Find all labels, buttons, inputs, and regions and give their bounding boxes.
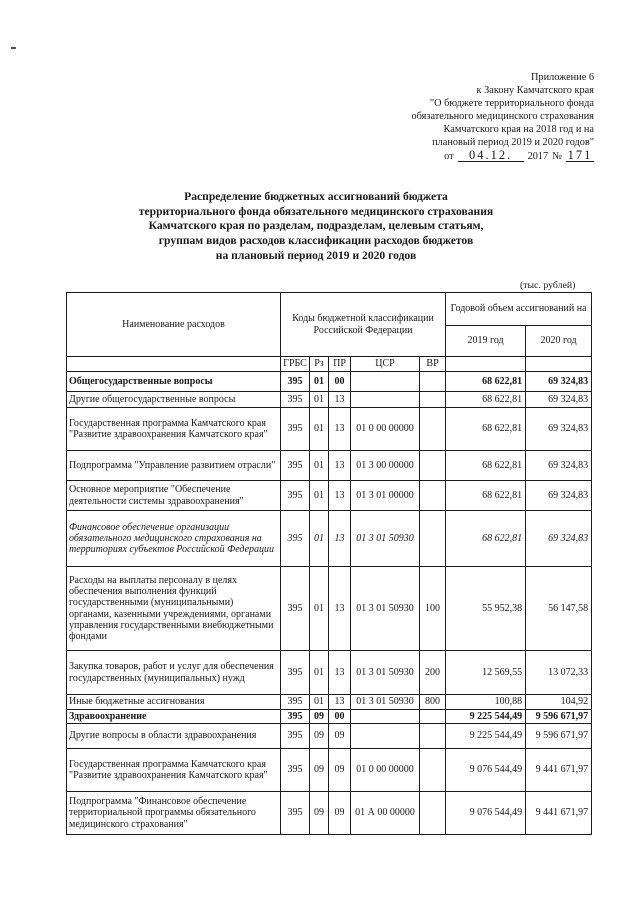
row-grbs: 395 (281, 567, 310, 651)
header-csr: ЦСР (351, 357, 420, 372)
table-row (67, 710, 592, 724)
appendix-line: плановый период 2019 и 2020 годов" (432, 136, 594, 148)
table-row (67, 651, 592, 695)
row-name: Расходы на выплаты персоналу в целях обеспечения выполнения функций государственными (муниципальными) органами, казенными учреждениями, органами управления государственными внебюджетными фондами (67, 567, 281, 651)
row-vr (420, 749, 446, 792)
scan-mark (11, 47, 16, 49)
law-date-number (380, 149, 594, 164)
row-grbs: 395 (281, 481, 310, 511)
row-csr: 01 0 00 00000 (351, 408, 420, 451)
appendix-line: Камчатского края на 2018 год и на (443, 123, 594, 135)
law-date: 04.12. (458, 149, 524, 162)
row-rz: 01 (310, 451, 329, 481)
row-2020: 104,92 (526, 695, 592, 710)
row-vr (420, 710, 446, 724)
row-2020: 9 441 671,97 (526, 749, 592, 792)
row-rz: 09 (310, 749, 329, 792)
row-name: Подпрограмма "Управление развитием отрасли" (67, 451, 281, 481)
row-name: Подпрограмма "Финансовое обеспечение территориальной программы обязательного медицинского страхования" (67, 792, 281, 835)
row-rz: 01 (310, 567, 329, 651)
row-2020: 9 441 671,97 (526, 792, 592, 835)
table-row (67, 392, 592, 408)
row-pr: 13 (329, 408, 351, 451)
row-2020: 9 596 671,97 (526, 710, 592, 724)
document-title (110, 190, 522, 264)
row-csr: 01 3 01 50930 (351, 651, 420, 695)
row-vr (420, 724, 446, 749)
row-pr: 13 (329, 392, 351, 408)
row-2019: 68 622,81 (446, 481, 526, 511)
row-pr: 13 (329, 695, 351, 710)
row-2020: 69 324,83 (526, 408, 592, 451)
row-csr: 01 3 01 50930 (351, 511, 420, 567)
row-name: Закупка товаров, работ и услуг для обеспечения государственных (муниципальных) нужд (67, 651, 281, 695)
title-line: Распределение бюджетных ассигнований бюджета (184, 190, 448, 203)
row-rz: 01 (310, 481, 329, 511)
row-pr: 13 (329, 567, 351, 651)
row-rz: 09 (310, 792, 329, 835)
header-name: Наименование расходов (67, 293, 281, 357)
row-rz: 01 (310, 511, 329, 567)
row-vr (420, 511, 446, 567)
row-grbs: 395 (281, 710, 310, 724)
table-row (67, 695, 592, 710)
row-2019: 68 622,81 (446, 511, 526, 567)
title-line: территориального фонда обязательного медицинского страхования (138, 204, 494, 218)
row-pr: 13 (329, 481, 351, 511)
row-vr (420, 792, 446, 835)
row-pr: 09 (329, 749, 351, 792)
row-name: Государственная программа Камчатского края "Развитие здравоохранения Камчатского края" (67, 408, 281, 451)
row-grbs: 395 (281, 451, 310, 481)
row-name: Общегосударственные вопросы (67, 372, 281, 392)
header-codes: Коды бюджетной классификации Российской Федерации (281, 293, 446, 357)
row-name: Государственная программа Камчатского края "Развитие здравоохранения Камчатского края" (67, 749, 281, 792)
title-line: группам видов расходов классификации расходов бюджетов (158, 234, 474, 248)
row-2020: 69 324,83 (526, 511, 592, 567)
table-row (67, 372, 592, 392)
header-rz: Рз (310, 357, 329, 372)
law-number: 171 (567, 148, 593, 163)
row-rz: 09 (310, 724, 329, 749)
row-pr: 09 (329, 724, 351, 749)
row-vr: 100 (420, 567, 446, 651)
number-label: № (552, 151, 562, 163)
row-pr: 09 (329, 792, 351, 835)
header-row (67, 293, 592, 326)
row-csr: 01 3 01 50930 (351, 695, 420, 710)
title-line: на плановый период 2019 и 2020 годов (215, 248, 417, 262)
units-label: (тыс. рублей) (520, 280, 576, 291)
row-2019: 100,88 (446, 695, 526, 710)
table-row (67, 724, 592, 749)
row-grbs: 395 (281, 724, 310, 749)
row-csr: 01 3 00 00000 (351, 451, 420, 481)
appendix-line: Приложение 6 (531, 72, 594, 83)
row-grbs: 395 (281, 408, 310, 451)
row-rz: 01 (310, 695, 329, 710)
row-2020: 69 324,83 (526, 451, 592, 481)
row-grbs: 395 (281, 749, 310, 792)
row-pr: 00 (329, 372, 351, 392)
row-pr: 13 (329, 511, 351, 567)
row-2019: 68 622,81 (446, 408, 526, 451)
row-2019: 9 225 544,49 (446, 724, 526, 749)
row-2019: 9 076 544,49 (446, 792, 526, 835)
table-row (67, 481, 592, 511)
row-2019: 68 622,81 (446, 451, 526, 481)
row-2019: 68 622,81 (446, 372, 526, 392)
table-row (67, 408, 592, 451)
row-2019: 9 076 544,49 (446, 749, 526, 792)
header-2019: 2019 год (446, 326, 526, 357)
appendix-line: к Закону Камчатского края (476, 84, 594, 96)
row-name: Основное мероприятие "Обеспечение деятельности системы здравоохранения" (67, 481, 281, 511)
table-row (67, 749, 592, 792)
row-2019: 9 225 544,49 (446, 710, 526, 724)
row-csr (351, 724, 420, 749)
header-empty (67, 357, 281, 372)
table-row (67, 511, 592, 567)
row-csr (351, 710, 420, 724)
row-vr: 800 (420, 695, 446, 710)
row-csr: 01 3 01 50930 (351, 567, 420, 651)
appendix-line: "О бюджете территориального фонда (429, 97, 594, 109)
row-csr (351, 392, 420, 408)
budget-table (66, 292, 592, 835)
row-2019: 55 952,38 (446, 567, 526, 651)
row-csr (351, 372, 420, 392)
header-subrow (67, 357, 592, 372)
row-grbs: 395 (281, 372, 310, 392)
row-name: Другие вопросы в области здравоохранения (67, 724, 281, 749)
row-2019: 68 622,81 (446, 392, 526, 408)
row-2020: 69 324,83 (526, 372, 592, 392)
row-rz: 09 (310, 710, 329, 724)
row-rz: 01 (310, 651, 329, 695)
row-vr (420, 392, 446, 408)
row-rz: 01 (310, 372, 329, 392)
table-row (67, 567, 592, 651)
row-2020: 69 324,83 (526, 481, 592, 511)
row-pr: 13 (329, 651, 351, 695)
header-empty (446, 357, 526, 372)
row-csr: 01 А 00 00000 (351, 792, 420, 835)
row-pr: 13 (329, 451, 351, 481)
header-annual: Годовой объем ассигнований на (446, 293, 592, 326)
row-csr: 01 0 00 00000 (351, 749, 420, 792)
row-csr: 01 3 01 00000 (351, 481, 420, 511)
row-vr (420, 481, 446, 511)
row-rz: 01 (310, 392, 329, 408)
header-vr: ВР (420, 357, 446, 372)
row-name: Финансовое обеспечение организации обязательного медицинского страхования на территориях субъектов Российской Федерации (67, 511, 281, 567)
table-row (67, 451, 592, 481)
header-empty (526, 357, 592, 372)
header-grbs: ГРБС (281, 357, 310, 372)
row-2020: 69 324,83 (526, 392, 592, 408)
row-name: Здравоохранение (67, 710, 281, 724)
row-grbs: 395 (281, 792, 310, 835)
appendix-block (380, 72, 594, 164)
row-grbs: 395 (281, 511, 310, 567)
law-year: 2017 (527, 151, 549, 163)
row-rz: 01 (310, 408, 329, 451)
row-pr: 00 (329, 710, 351, 724)
row-vr (420, 408, 446, 451)
row-grbs: 395 (281, 651, 310, 695)
row-name: Иные бюджетные ассигнования (67, 695, 281, 710)
header-2020: 2020 год (526, 326, 592, 357)
row-2020: 56 147,58 (526, 567, 592, 651)
header-pr: ПР (329, 357, 351, 372)
row-2020: 13 072,33 (526, 651, 592, 695)
table-row (67, 792, 592, 835)
row-vr (420, 451, 446, 481)
row-grbs: 395 (281, 392, 310, 408)
row-vr: 200 (420, 651, 446, 695)
title-line: Камчатского края по разделам, подразделам, целевым статьям, (148, 219, 484, 233)
appendix-line: обязательного медицинского страхования (411, 110, 594, 122)
from-label: от (444, 151, 454, 163)
row-vr (420, 372, 446, 392)
row-name: Другие общегосударственные вопросы (67, 392, 281, 408)
row-grbs: 395 (281, 695, 310, 710)
row-2020: 9 596 671,97 (526, 724, 592, 749)
row-2019: 12 569,55 (446, 651, 526, 695)
